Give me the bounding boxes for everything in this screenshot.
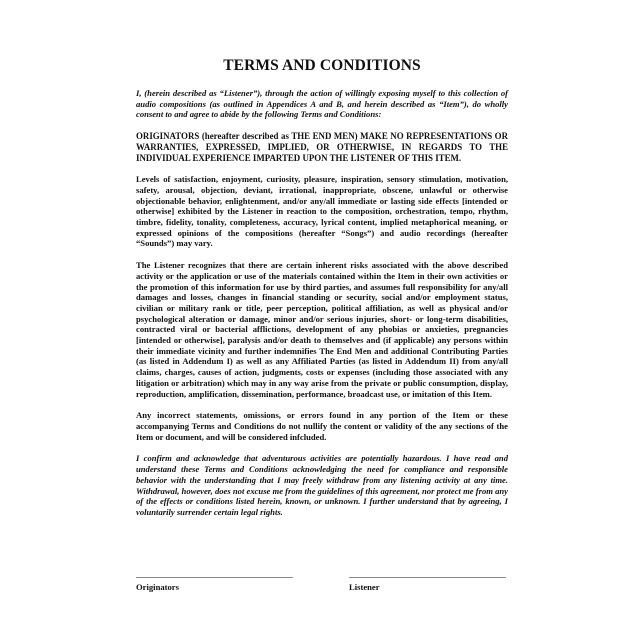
- originators-signature-line: [136, 577, 293, 592]
- disclaimer-text-before: ORIGINATORS (hereafter described as: [136, 131, 292, 142]
- listener-signature-line: [349, 577, 506, 592]
- terms-document: [136, 57, 508, 529]
- experience-levels-paragraph: Levels of satisfaction, enjoyment, curiosity, pleasure, inspiration, sensory stimulation, motivation, safety, arousal, objection, deviant, irrational, inappropriate, obscene, unlawful or otherwise objectionable behavior, enlightenment, and/or any/all immediate or lasting side effects [intended or otherwise] exhibited by the Listener in reaction to the composition, orchestration, tempo, rhythm, timbre, fidelity, tonality, completeness, accuracy, lyrical content, implied metaphorical meaning, or expressed opinions of the compositions (hereafter “Songs”) and audio recordings (hereafter “Sounds”) may vary.: [136, 174, 508, 249]
- document-title-text: TERMS AND CONDITIONS: [223, 57, 421, 74]
- originators-signature-label: Originators: [136, 582, 179, 592]
- originators-disclaimer-paragraph: [136, 131, 508, 163]
- document-title: [136, 57, 508, 75]
- disclaimer-emphasis: THE END MEN: [291, 131, 355, 142]
- listener-consent-paragraph: I, (herein described as “Listener”), through the action of willingly exposing myself to this collection of audio compositions (as outlined in Appendices A and B, and herein described as “Item”), do wholly consent to and agree to abide by the following Terms and Conditions:: [136, 88, 508, 120]
- disclaimer-text-after: ) MAKE NO REPRESENTATIONS OR WARRANTIES, EXPRESSED, IMPLIED, OR OTHERWISE, IN REGARDS TO THE INDIVIDUAL EXPERIENCE IMPARTED UPON THE LISTENER OF THIS ITEM.: [136, 131, 508, 163]
- listener-signature-label: Listener: [349, 582, 380, 592]
- acknowledgement-paragraph: I confirm and acknowledge that adventurous activities are potentially hazardous. I have read and understand these Terms and Conditions acknowledging the need for compliance and responsible behavior with the understanding that I may freely withdraw from any listening activity at any time. Withdrawal, however, does not excuse me from the guidelines of this agreement, nor protect me from any of the effects or conditions listed herein, known, or unknown. I further understand that by agreeing, I voluntarily surrender certain legal rights.: [136, 453, 508, 517]
- risk-indemnification-paragraph: The Listener recognizes that there are certain inherent risks associated with the above described activity or the application or use of the materials contained within the Item in their own activities or the promotion of this information for use by third parties, and assumes full responsibility for any/all damages and losses, changes in financial standing or security, social and/or employment status, civilian or military rank or title, peer perception, political affiliation, as well as physical and/or psychological alteration or damage, minor and/or serious injuries, short- or long-term disabilities, contracted viral or bacterial afflictions, development of any phobias or anxieties, pregnancies [intended or otherwise], paralysis and/or death to themselves and (if applicable) any persons within their immediate vicinity and further indemnifies The End Men and additional Contributing Parties (as listed in Addendum I) as well as any Affiliated Parties (as listed in Addendum II) from any/all claims, charges, causes of action, judgments, costs or expenses (including those associated with any litigation or arbitration) which may in any way arise from the private or public consumption, display, reproduction, amplification, dissemination, performance, broadcast use, or imitation of this Item.: [136, 260, 508, 399]
- errors-omissions-paragraph: Any incorrect statements, omissions, or errors found in any portion of the Item or these accompanying Terms and Conditions do not nullify the content or validity of the any sections of the Item or document, and will be considered infcluded.: [136, 410, 508, 442]
